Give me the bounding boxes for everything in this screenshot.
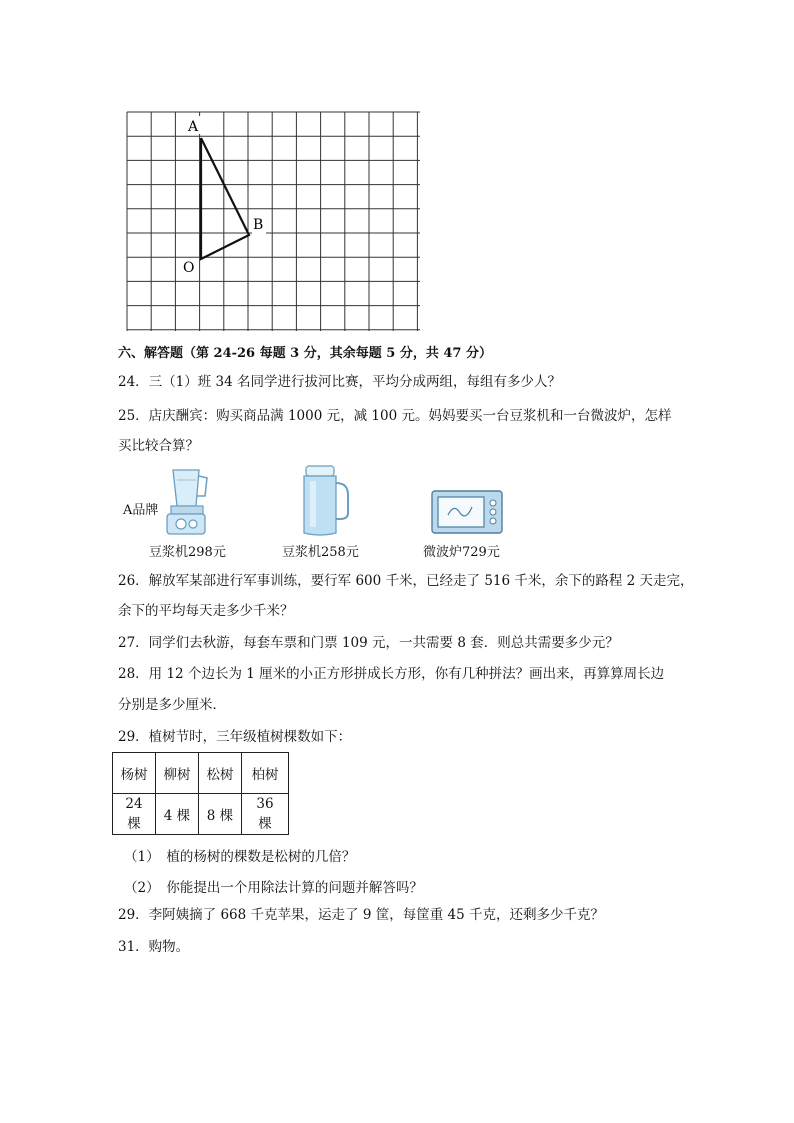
soymilk-maker-b-icon	[298, 463, 354, 539]
question-29: 29．植树节时，三年级植树棵数如下：	[118, 729, 352, 745]
table-header-cell: 柳树	[156, 753, 199, 794]
table-header-cell: 松树	[199, 753, 242, 794]
point-a-label: A	[188, 119, 199, 135]
triangle-grid-figure	[126, 111, 426, 335]
question-26-line-2: 余下的平均每天走多少千米？	[118, 603, 294, 619]
section-heading: 六、解答题（第 24-26 每题 3 分，其余每题 5 分，共 47 分）	[118, 346, 492, 361]
question-27: 27．同学们去秋游，每套车票和门票 109 元，一共需要 8 套．则总共需要多少元？	[118, 635, 619, 651]
question-25-line-2: 买比较合算？	[118, 438, 199, 454]
microwave-oven-icon	[430, 489, 506, 537]
soymilk-maker-a-icon	[163, 466, 213, 538]
table-cell: 8 棵	[199, 794, 242, 835]
triangle-outline	[201, 138, 249, 259]
question-29-sub-1: （1） 植的杨树的棵数是松树的几倍？	[124, 849, 356, 865]
product-2-price: 豆浆机258元	[282, 545, 359, 560]
table-header-cell: 杨树	[113, 753, 156, 794]
product-3-price: 微波炉729元	[423, 545, 500, 560]
table-header-cell: 柏树	[242, 753, 289, 794]
question-25-line-1: 25．店庆酬宾：购买商品满 1000 元，减 100 元。妈妈要买一台豆浆机和一台微波炉，怎样	[118, 408, 672, 424]
table-row	[113, 794, 289, 835]
question-26-line-1: 26．解放军某部进行军事训练，要行军 600 千米，已经走了 516 千米，余下的路程 2 天走完，	[118, 573, 694, 589]
table-cell: 36 棵	[242, 794, 289, 835]
table-cell: 24 棵	[113, 794, 156, 835]
table-cell: 4 棵	[156, 794, 199, 835]
question-30: 29．李阿姨摘了 668 千克苹果，运走了 9 筐，每筐重 45 千克，还剩多少千克？	[118, 907, 604, 923]
product-1-price: 豆浆机298元	[149, 545, 226, 560]
table-header-row	[113, 753, 289, 794]
question-28-line-1: 28．用 12 个边长为 1 厘米的小正方形拼成长方形，你有几种拼法？画出来，再算算周长边	[118, 666, 665, 682]
point-b-label: B	[253, 217, 264, 233]
tree-count-table	[112, 752, 289, 835]
question-24: 24．三（1）班 34 名同学进行拔河比赛，平均分成两组，每组有多少人？	[118, 374, 562, 390]
question-31: 31．购物。	[118, 939, 190, 955]
question-28-line-2: 分别是多少厘米．	[118, 697, 226, 713]
point-o-label: O	[183, 260, 195, 276]
brand-label: A品牌	[123, 503, 159, 518]
question-29-sub-2: （2） 你能提出一个用除法计算的问题并解答吗？	[124, 880, 423, 896]
